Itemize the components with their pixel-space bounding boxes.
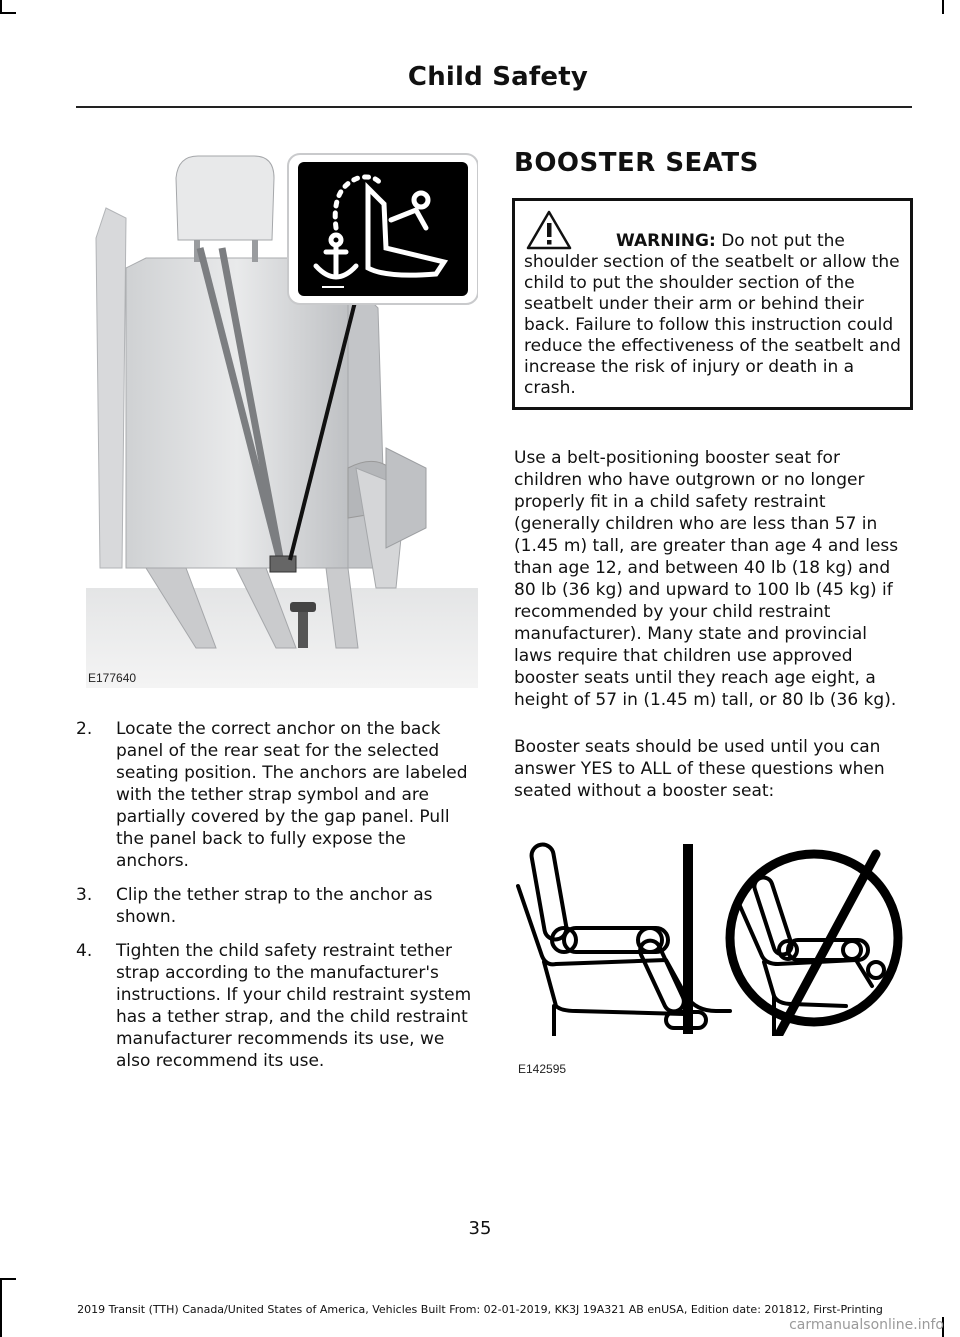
page-number: 35 [468, 1218, 492, 1239]
section-title-booster-seats: BOOSTER SEATS [514, 148, 759, 178]
warning-box [512, 198, 913, 410]
step-text: Tighten the child safety restraint tether strap according to the manufacturer's instructions. If your child restraint system has a tether strap, and the child restraint manufacturer recommends its use, we also recommend its use. [116, 941, 472, 1071]
warning-text: Do not put the shoulder section of the seatbelt or allow the child to put the shoulder section of the seatbelt under their arm or behind their back. Failure to follow this instruction could reduce the effectiveness of the seatbelt and increase the risk of injury or death in a crash. [524, 231, 901, 398]
step-item [76, 884, 480, 928]
step-text: Clip the tether strap to the anchor as shown. [116, 885, 433, 927]
crop-mark-top-left-h [0, 12, 16, 14]
page-title: Child Safety [407, 62, 588, 92]
step-item [76, 718, 480, 872]
figure-rear-seat-anchor [86, 148, 478, 688]
figure-code-e177640: E177640 [88, 671, 137, 685]
figure-code-e142595: E142595 [518, 1062, 567, 1076]
instruction-steps [76, 718, 480, 1084]
warning-triangle-icon [525, 209, 573, 251]
site-watermark: carmanualsonline.info [789, 1317, 944, 1333]
booster-seat-paragraph: Use a belt-positioning booster seat for children who have outgrown or no longer properly fit in a child safety restraint (generally children who are less than 57 in (1.45 m) tall, are greater than age 4 and less than age 12, and between 40 lb (18 kg) and 80 lb (36 kg) and upward to 100 lb (45 kg) if recommended by your child restraint manufacturer). Many state and provincial laws require that children use approved booster seats until they reach age eight, a height of 57 in (1.45 m) tall, or 80 lb (36 kg). [514, 448, 899, 710]
step-number: 2. [76, 719, 93, 739]
seating-posture-illustration [516, 836, 908, 1036]
crop-mark-bottom-left-h [0, 1278, 16, 1280]
figure-seating-posture [516, 836, 908, 1036]
step-number: 3. [76, 885, 93, 905]
step-text: Locate the correct anchor on the back panel of the rear seat for the selected seating position. The anchors are labeled with the tether strap symbol and are partially covered by the gap panel. Pull the panel back to fully expose the anchors. [116, 719, 468, 871]
step-item [76, 940, 480, 1072]
step-number: 4. [76, 941, 93, 961]
header-rule [76, 106, 912, 108]
warning-label: WARNING: [616, 231, 716, 251]
booster-questions-intro: Booster seats should be used until you can answer YES to ALL of these questions when seated without a booster seat: [514, 737, 885, 801]
crop-mark-top-right [942, 0, 944, 14]
edition-footer: 2019 Transit (TTH) Canada/United States of America, Vehicles Built From: 02-01-2019, KK3J 19A321 AB enUSA, Edition date: 201812, First-Printing [77, 1303, 883, 1316]
rear-seat-illustration [86, 148, 478, 688]
